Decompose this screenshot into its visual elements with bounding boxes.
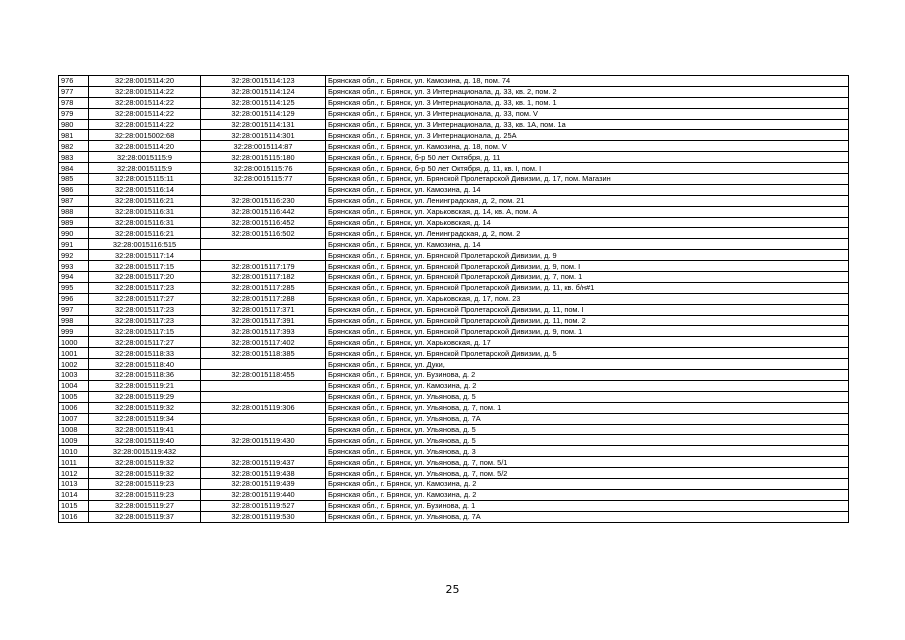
row-number-cell: 987 (59, 195, 89, 206)
row-number-cell: 980 (59, 119, 89, 130)
table-row (59, 435, 849, 446)
table-row (59, 348, 849, 359)
cadastral-number-cell: 32:28:0015115:11 (89, 174, 201, 185)
table-row (59, 370, 849, 381)
address-cell: Брянская обл., г. Брянск, ул. 3 Интернационала, д. 33, пом. V (326, 108, 849, 119)
object-cadastral-number-cell: 32:28:0015115:77 (201, 174, 326, 185)
object-cadastral-number-cell: 32:28:0015119:439 (201, 478, 326, 489)
row-number-cell: 1009 (59, 435, 89, 446)
cadastral-number-cell: 32:28:0015118:40 (89, 359, 201, 370)
cadastral-number-cell: 32:28:0015119:41 (89, 424, 201, 435)
object-cadastral-number-cell: 32:28:0015117:402 (201, 337, 326, 348)
address-cell: Брянская обл., г. Брянск, ул. Ульянова, д. 7А (326, 413, 849, 424)
object-cadastral-number-cell: 32:28:0015117:182 (201, 272, 326, 283)
cadastral-number-cell: 32:28:0015118:33 (89, 348, 201, 359)
object-cadastral-number-cell (201, 359, 326, 370)
object-cadastral-number-cell (201, 239, 326, 250)
object-cadastral-number-cell: 32:28:0015116:452 (201, 217, 326, 228)
object-cadastral-number-cell: 32:28:0015118:455 (201, 370, 326, 381)
address-cell: Брянская обл., г. Брянск, ул. Дуки, (326, 359, 849, 370)
cadastral-number-cell: 32:28:0015114:20 (89, 76, 201, 87)
property-registry-table (58, 75, 849, 523)
row-number-cell: 1006 (59, 402, 89, 413)
table-row (59, 511, 849, 522)
table-row (59, 315, 849, 326)
row-number-cell: 1010 (59, 446, 89, 457)
address-cell: Брянская обл., г. Брянск, ул. Камозина, д. 18, пом. V (326, 141, 849, 152)
table-row (59, 86, 849, 97)
row-number-cell: 999 (59, 326, 89, 337)
address-cell: Брянская обл., г. Брянск, ул. Брянской Пролетарской Дивизии, д. 11, пом. I (326, 304, 849, 315)
table-row (59, 380, 849, 391)
table-row (59, 261, 849, 272)
cadastral-number-cell: 32:28:0015117:23 (89, 315, 201, 326)
cadastral-number-cell: 32:28:0015115:9 (89, 163, 201, 174)
address-cell: Брянская обл., г. Брянск, ул. Камозина, д. 14 (326, 184, 849, 195)
cadastral-number-cell: 32:28:0015117:14 (89, 250, 201, 261)
address-cell: Брянская обл., г. Брянск, ул. Брянской Пролетарской Дивизии, д. 9, пом. 1 (326, 326, 849, 337)
row-number-cell: 996 (59, 293, 89, 304)
cadastral-number-cell: 32:28:0015117:23 (89, 304, 201, 315)
cadastral-number-cell: 32:28:0015116:31 (89, 206, 201, 217)
table-row (59, 141, 849, 152)
table-row (59, 174, 849, 185)
table-row (59, 108, 849, 119)
object-cadastral-number-cell: 32:28:0015117:371 (201, 304, 326, 315)
table-row (59, 489, 849, 500)
cadastral-number-cell: 32:28:0015119:27 (89, 500, 201, 511)
table-body (59, 76, 849, 523)
row-number-cell: 982 (59, 141, 89, 152)
object-cadastral-number-cell: 32:28:0015116:230 (201, 195, 326, 206)
object-cadastral-number-cell (201, 184, 326, 195)
row-number-cell: 1003 (59, 370, 89, 381)
page-number: 25 (445, 583, 460, 596)
cadastral-number-cell: 32:28:0015116:515 (89, 239, 201, 250)
object-cadastral-number-cell: 32:28:0015115:76 (201, 163, 326, 174)
object-cadastral-number-cell: 32:28:0015117:285 (201, 282, 326, 293)
address-cell: Брянская обл., г. Брянск, ул. Брянской Пролетарской Дивизии, д. 11, пом. 2 (326, 315, 849, 326)
object-cadastral-number-cell: 32:28:0015116:442 (201, 206, 326, 217)
row-number-cell: 986 (59, 184, 89, 195)
cadastral-number-cell: 32:28:0015114:22 (89, 86, 201, 97)
table-row (59, 206, 849, 217)
table-row (59, 478, 849, 489)
cadastral-number-cell: 32:28:0015119:40 (89, 435, 201, 446)
address-cell: Брянская обл., г. Брянск, ул. Камозина, д. 2 (326, 478, 849, 489)
address-cell: Брянская обл., г. Брянск, ул. Брянской Пролетарской Дивизии, д. 11, кв. б/н#1 (326, 282, 849, 293)
address-cell: Брянская обл., г. Брянск, ул. Камозина, д. 14 (326, 239, 849, 250)
table-row (59, 195, 849, 206)
table-row (59, 359, 849, 370)
table-row (59, 304, 849, 315)
address-cell: Брянская обл., г. Брянск, ул. Брянской Пролетарской Дивизии, д. 5 (326, 348, 849, 359)
row-number-cell: 1013 (59, 478, 89, 489)
table-row (59, 413, 849, 424)
row-number-cell: 978 (59, 97, 89, 108)
address-cell: Брянская обл., г. Брянск, ул. 3 Интернационала, д. 33, кв. 1, пом. 1 (326, 97, 849, 108)
row-number-cell: 992 (59, 250, 89, 261)
object-cadastral-number-cell: 32:28:0015114:125 (201, 97, 326, 108)
table-row (59, 239, 849, 250)
address-cell: Брянская обл., г. Брянск, ул. 3 Интернационала, д. 33, кв. 2, пом. 2 (326, 86, 849, 97)
table-row (59, 468, 849, 479)
cadastral-number-cell: 32:28:0015117:27 (89, 293, 201, 304)
row-number-cell: 1005 (59, 391, 89, 402)
cadastral-number-cell: 32:28:0015119:23 (89, 489, 201, 500)
address-cell: Брянская обл., г. Брянск, ул. Харьковская, д. 17 (326, 337, 849, 348)
object-cadastral-number-cell: 32:28:0015116:502 (201, 228, 326, 239)
cadastral-number-cell: 32:28:0015117:15 (89, 261, 201, 272)
table-row (59, 152, 849, 163)
row-number-cell: 1008 (59, 424, 89, 435)
row-number-cell: 1015 (59, 500, 89, 511)
object-cadastral-number-cell: 32:28:0015119:527 (201, 500, 326, 511)
object-cadastral-number-cell (201, 424, 326, 435)
object-cadastral-number-cell: 32:28:0015114:131 (201, 119, 326, 130)
cadastral-number-cell: 32:28:0015115:9 (89, 152, 201, 163)
row-number-cell: 988 (59, 206, 89, 217)
object-cadastral-number-cell: 32:28:0015114:123 (201, 76, 326, 87)
table-row (59, 228, 849, 239)
cadastral-number-cell: 32:28:0015116:21 (89, 228, 201, 239)
row-number-cell: 1000 (59, 337, 89, 348)
address-cell: Брянская обл., г. Брянск, ул. Бузинова, д. 1 (326, 500, 849, 511)
address-cell: Брянская обл., г. Брянск, ул. Брянской Пролетарской Дивизии, д. 9, пом. I (326, 261, 849, 272)
table-row (59, 293, 849, 304)
row-number-cell: 1011 (59, 457, 89, 468)
row-number-cell: 994 (59, 272, 89, 283)
row-number-cell: 984 (59, 163, 89, 174)
object-cadastral-number-cell: 32:28:0015114:124 (201, 86, 326, 97)
cadastral-number-cell: 32:28:0015117:23 (89, 282, 201, 293)
cadastral-number-cell: 32:28:0015002:68 (89, 130, 201, 141)
address-cell: Брянская обл., г. Брянск, ул. Харьковская, д. 17, пом. 23 (326, 293, 849, 304)
address-cell: Брянская обл., г. Брянск, ул. Ленинградская, д. 2, пом. 21 (326, 195, 849, 206)
address-cell: Брянская обл., г. Брянск, ул. Ульянова, д. 5 (326, 435, 849, 446)
cadastral-number-cell: 32:28:0015119:37 (89, 511, 201, 522)
object-cadastral-number-cell: 32:28:0015117:393 (201, 326, 326, 337)
address-cell: Брянская обл., г. Брянск, ул. Камозина, д. 2 (326, 489, 849, 500)
cadastral-number-cell: 32:28:0015118:36 (89, 370, 201, 381)
row-number-cell: 977 (59, 86, 89, 97)
cadastral-number-cell: 32:28:0015119:34 (89, 413, 201, 424)
row-number-cell: 1001 (59, 348, 89, 359)
cadastral-number-cell: 32:28:0015119:432 (89, 446, 201, 457)
address-cell: Брянская обл., г. Брянск, ул. Ульянова, д. 5 (326, 424, 849, 435)
table-row (59, 217, 849, 228)
cadastral-number-cell: 32:28:0015119:21 (89, 380, 201, 391)
cadastral-number-cell: 32:28:0015119:32 (89, 402, 201, 413)
table-row (59, 457, 849, 468)
row-number-cell: 979 (59, 108, 89, 119)
row-number-cell: 976 (59, 76, 89, 87)
table-row (59, 163, 849, 174)
row-number-cell: 983 (59, 152, 89, 163)
cadastral-number-cell: 32:28:0015117:15 (89, 326, 201, 337)
table-row (59, 424, 849, 435)
table-row (59, 119, 849, 130)
row-number-cell: 990 (59, 228, 89, 239)
object-cadastral-number-cell: 32:28:0015115:180 (201, 152, 326, 163)
address-cell: Брянская обл., г. Брянск, ул. Ульянова, д. 7, пом. 5/2 (326, 468, 849, 479)
object-cadastral-number-cell: 32:28:0015114:301 (201, 130, 326, 141)
row-number-cell: 1014 (59, 489, 89, 500)
cadastral-number-cell: 32:28:0015114:22 (89, 97, 201, 108)
row-number-cell: 1012 (59, 468, 89, 479)
address-cell: Брянская обл., г. Брянск, ул. Ульянова, д. 7, пом. 5/1 (326, 457, 849, 468)
cadastral-number-cell: 32:28:0015114:22 (89, 108, 201, 119)
row-number-cell: 1007 (59, 413, 89, 424)
address-cell: Брянская обл., г. Брянск, ул. Ульянова, д. 5 (326, 391, 849, 402)
row-number-cell: 981 (59, 130, 89, 141)
row-number-cell: 1004 (59, 380, 89, 391)
cadastral-number-cell: 32:28:0015117:27 (89, 337, 201, 348)
cadastral-number-cell: 32:28:0015119:32 (89, 457, 201, 468)
address-cell: Брянская обл., г. Брянск, ул. Камозина, д. 18, пом. 74 (326, 76, 849, 87)
cadastral-number-cell: 32:28:0015114:22 (89, 119, 201, 130)
cadastral-number-cell: 32:28:0015119:23 (89, 478, 201, 489)
address-cell: Брянская обл., г. Брянск, ул. Ленинградская, д. 2, пом. 2 (326, 228, 849, 239)
row-number-cell: 1016 (59, 511, 89, 522)
address-cell: Брянская обл., г. Брянск, ул. Ульянова, д. 7, пом. 1 (326, 402, 849, 413)
address-cell: Брянская обл., г. Брянск, б-р 50 лет Октября, д. 11 (326, 152, 849, 163)
object-cadastral-number-cell: 32:28:0015114:87 (201, 141, 326, 152)
cadastral-number-cell: 32:28:0015119:29 (89, 391, 201, 402)
table-row (59, 326, 849, 337)
cadastral-number-cell: 32:28:0015114:20 (89, 141, 201, 152)
row-number-cell: 985 (59, 174, 89, 185)
object-cadastral-number-cell: 32:28:0015114:129 (201, 108, 326, 119)
cadastral-number-cell: 32:28:0015116:31 (89, 217, 201, 228)
row-number-cell: 998 (59, 315, 89, 326)
cadastral-number-cell: 32:28:0015117:20 (89, 272, 201, 283)
address-cell: Брянская обл., г. Брянск, ул. 3 Интернационала, д. 25А (326, 130, 849, 141)
table-row (59, 446, 849, 457)
address-cell: Брянская обл., г. Брянск, ул. Харьковская, д. 14, кв. А, пом. А (326, 206, 849, 217)
object-cadastral-number-cell (201, 250, 326, 261)
address-cell: Брянская обл., г. Брянск, ул. Ульянова, д. 3 (326, 446, 849, 457)
object-cadastral-number-cell: 32:28:0015119:530 (201, 511, 326, 522)
row-number-cell: 997 (59, 304, 89, 315)
row-number-cell: 993 (59, 261, 89, 272)
address-cell: Брянская обл., г. Брянск, ул. Харьковская, д. 14 (326, 217, 849, 228)
address-cell: Брянская обл., г. Брянск, ул. Бузинова, д. 2 (326, 370, 849, 381)
address-cell: Брянская обл., г. Брянск, ул. Ульянова, д. 7А (326, 511, 849, 522)
object-cadastral-number-cell: 32:28:0015119:437 (201, 457, 326, 468)
table-row (59, 250, 849, 261)
address-cell: Брянская обл., г. Брянск, б-р 50 лет Октября, д. 11, кв. I, пом. I (326, 163, 849, 174)
object-cadastral-number-cell (201, 446, 326, 457)
object-cadastral-number-cell: 32:28:0015119:430 (201, 435, 326, 446)
cadastral-number-cell: 32:28:0015116:14 (89, 184, 201, 195)
table-row (59, 272, 849, 283)
object-cadastral-number-cell: 32:28:0015119:306 (201, 402, 326, 413)
address-cell: Брянская обл., г. Брянск, ул. Камозина, д. 2 (326, 380, 849, 391)
table-row (59, 184, 849, 195)
object-cadastral-number-cell: 32:28:0015119:438 (201, 468, 326, 479)
object-cadastral-number-cell: 32:28:0015119:440 (201, 489, 326, 500)
cadastral-number-cell: 32:28:0015116:21 (89, 195, 201, 206)
table-row (59, 391, 849, 402)
table-row (59, 337, 849, 348)
object-cadastral-number-cell: 32:28:0015117:179 (201, 261, 326, 272)
address-cell: Брянская обл., г. Брянск, ул. Брянской Пролетарской Дивизии, д. 17, пом. Магазин (326, 174, 849, 185)
cadastral-number-cell: 32:28:0015119:32 (89, 468, 201, 479)
table-row (59, 402, 849, 413)
object-cadastral-number-cell (201, 413, 326, 424)
object-cadastral-number-cell: 32:28:0015117:391 (201, 315, 326, 326)
object-cadastral-number-cell: 32:28:0015117:288 (201, 293, 326, 304)
table-row (59, 130, 849, 141)
row-number-cell: 991 (59, 239, 89, 250)
table-row (59, 97, 849, 108)
table-row (59, 500, 849, 511)
object-cadastral-number-cell (201, 391, 326, 402)
object-cadastral-number-cell (201, 380, 326, 391)
row-number-cell: 995 (59, 282, 89, 293)
table-row (59, 282, 849, 293)
address-cell: Брянская обл., г. Брянск, ул. Брянской Пролетарской Дивизии, д. 9 (326, 250, 849, 261)
address-cell: Брянская обл., г. Брянск, ул. 3 Интернационала, д. 33, кв. 1А, пом. 1а (326, 119, 849, 130)
row-number-cell: 989 (59, 217, 89, 228)
object-cadastral-number-cell: 32:28:0015118:385 (201, 348, 326, 359)
table-row (59, 76, 849, 87)
row-number-cell: 1002 (59, 359, 89, 370)
address-cell: Брянская обл., г. Брянск, ул. Брянской Пролетарской Дивизии, д. 7, пом. 1 (326, 272, 849, 283)
